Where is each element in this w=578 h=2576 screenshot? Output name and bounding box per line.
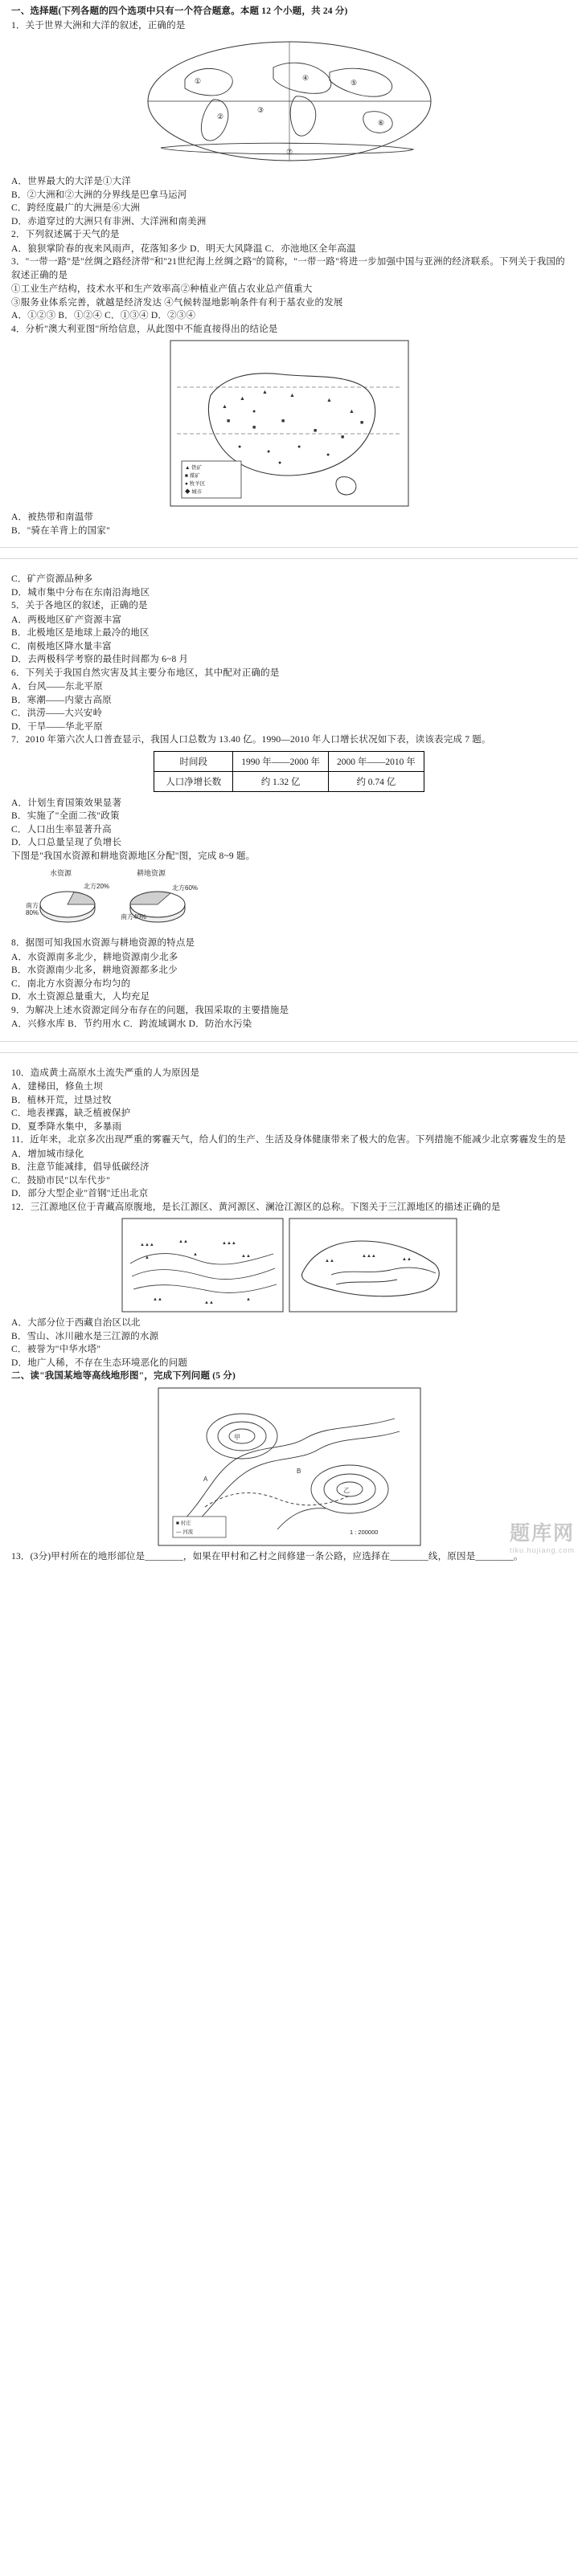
question-2-stem: 2．下列叙述属于天气的是 [11,230,120,239]
world-map-figure [11,35,567,172]
question-7-stem: 7．2010 年第六次人口普查显示，我国人口总数为 13.40 亿。1990—2010 年人口增长状况如下表，读该表完成 7 题。 [11,735,491,745]
table-header-period: 时间段 [154,751,233,771]
svg-text:▲▲▲: ▲▲▲ [361,1254,376,1259]
q5-option-a: A．两极地区矿产资源丰富 [11,614,122,625]
q10-option-a: A．建梯田，修鱼土坝 [11,1082,103,1092]
svg-text:▲▲: ▲▲ [203,1300,214,1305]
svg-text:⑤: ⑤ [350,79,357,87]
q3-statement-1: ①工业生产结构，技术水平和生产效率高②种植业产值占农业总产值重大 [11,284,313,294]
svg-text:▲: ▲ [289,393,295,398]
svg-text:●: ● [277,460,281,466]
question-5-stem: 5．关于各地区的叙述，正确的是 [11,601,148,610]
svg-text:▲▲▲: ▲▲▲ [221,1241,236,1246]
question-8-lead: 下图是"我国水资源和耕地资源地区分配"图，完成 8~9 题。 [11,851,256,861]
svg-text:④: ④ [301,74,309,82]
q11-option-b: B．注意节能减排，倡导低碳经济 [11,1162,150,1172]
q1-option-a: A．世界最大的大洋是①大洋 [11,177,131,186]
q10-option-b: B．植林开荒，过垦过牧 [11,1095,112,1105]
q9-options: A．兴修水库 B．节约用水 C．跨流域调水 D．防治水污染 [11,1019,252,1029]
q7-option-d: D．人口总量呈现了负增长 [11,838,122,847]
svg-text:▲: ▲ [245,1297,251,1302]
world-oceans-map-svg [137,35,442,172]
svg-text:▲▲: ▲▲ [401,1257,412,1262]
svg-text:▲▲▲: ▲▲▲ [139,1243,154,1247]
q7-option-c: C．人口出生率显著升高 [11,824,112,835]
contour-map-figure [11,1386,567,1547]
svg-text:南方40%: 南方40% [121,913,147,921]
q1-option-d: D．赤道穿过的大洲只有非洲、大洋洲和南美洲 [11,216,207,227]
svg-text:①: ① [194,77,201,85]
question-6-stem: 6．下列关于我国自然灾害及其主要分布地区，其中配对正确的是 [11,667,280,678]
svg-text:■ 煤矿: ■ 煤矿 [184,473,200,479]
svg-text:◆ 城市: ◆ 城市 [184,489,202,495]
question-8-stem: 8．据图可知我国水资源与耕地资源的特点是 [11,938,195,948]
q7-option-b: B．实施了"全面二孩"政策 [11,811,120,821]
q4-option-a: A．被热带和南温带 [11,512,94,522]
resources-pie-figure [11,866,567,933]
q11-option-c: C．鼓励市民"以车代步" [11,1175,110,1186]
sanjiangyuan-map-svg [121,1217,458,1313]
q1-option-c: C．跨经度最广的大洲是⑥大洲 [11,203,140,213]
australia-map-figure [11,339,567,508]
table-row [154,771,424,791]
q11-option-d: D．部分大型企业"首钢"迁出北京 [11,1189,149,1198]
q4-option-b: B．"骑在羊背上的国家" [11,525,110,536]
table-header-1990-2000: 1990 年——2000 年 [233,751,329,771]
table-header-2000-2010: 2000 年——2010 年 [329,751,424,771]
svg-text:▲▲: ▲▲ [324,1259,334,1264]
question-11-stem: 11．近年来，北京多次出现严重的雾霾天气，给人们的生产、生活及身体健康带来了极大的危害。下列措施不能减少北京雾霾发生的是 [11,1135,567,1145]
svg-text:▲: ▲ [144,1255,150,1260]
svg-text:▲: ▲ [192,1252,198,1257]
q6-option-a: A．台风——东北平原 [11,682,103,692]
svg-text:■: ■ [226,418,230,424]
q12-option-a: A．大部分位于西藏自治区以北 [11,1318,141,1328]
page-break-2 [0,1035,578,1062]
table-label-net-growth: 人口净增长数 [154,771,233,791]
question-3-stem: 3．"一带一路"是"丝绸之路经济带"和"21世纪海上丝绸之路"的简称，"一带一路"将进一步加强中国与亚洲的经济联系。下列关于我国的叙述正确的是 [11,257,565,280]
svg-text:■: ■ [359,420,363,426]
svg-text:80%: 80% [26,909,39,917]
q8-option-d: D．水土资源总量重大，人均充足 [11,992,150,1002]
svg-text:A: A [203,1475,207,1483]
svg-text:▲▲: ▲▲ [152,1297,162,1302]
watermark [510,1517,575,1554]
pie-left-title: 水资源 [50,869,72,877]
svg-text:B: B [296,1467,301,1475]
svg-text:●: ● [297,444,301,450]
svg-text:▲▲: ▲▲ [240,1254,251,1259]
q12-option-b: B．雪山、冰川融水是三江源的水源 [11,1331,159,1341]
q6-option-d: D．干旱——华北平原 [11,721,103,732]
svg-text:⑦: ⑦ [285,148,293,156]
q4-option-c: C．矿产资源品种多 [11,574,93,584]
q7-option-a: A．计划生育国策效果显著 [11,798,122,808]
q6-option-c: C．洪涝——大兴安岭 [11,708,103,718]
watermark-title: 题库网 [509,1522,575,1545]
svg-text:— 河流: — 河流 [175,1529,193,1535]
q12-option-c: C．被誉为"中华水塔" [11,1345,101,1354]
q5-option-c: C．南极地区降水量丰富 [11,641,112,651]
svg-text:乙: 乙 [342,1486,350,1494]
q10-option-c: C．地表裸露，缺乏植被保护 [11,1108,131,1118]
svg-text:●: ● [237,444,241,450]
svg-text:北方20%: 北方20% [84,883,110,890]
q1-option-b: B．②大洲和②大洲的分界线是巴拿马运河 [11,190,187,200]
section-page2 [0,568,578,1035]
contour-map-svg [157,1386,422,1547]
question-1-stem: 1．关于世界大洲和大洋的叙述，正确的是 [11,20,186,31]
question-12-stem: 12．三江源地区位于青藏高原腹地，是长江源区、黄河源区、澜沧江源区的总称。下图关于三江源地区的描述正确的是 [11,1202,501,1212]
svg-text:▲: ▲ [348,409,355,414]
q4-option-d: D．城市集中分布在东南沿海地区 [11,587,150,598]
question-13: 13．(3分)甲村所在的地形部位是________，如果在甲村和乙村之间修建一条公路，应选择在________线，原因是________。 [11,1551,523,1562]
q8-option-a: A．水资源南多北少，耕地资源南少北多 [11,952,178,962]
question-9-stem: 9．为解决上述水资源定间分布存在的问题，我国采取的主要措施是 [11,1005,289,1015]
table-value-1990-2000: 约 1.32 亿 [233,771,329,791]
svg-text:▲: ▲ [261,390,268,395]
svg-text:南方: 南方 [26,902,39,909]
q8-option-b: B．水资源南少北多，耕地资源都多北少 [11,965,178,975]
table-row [154,751,424,771]
section1-title: 一、选择题(下列各题的四个选项中只有一个符合题意。本题 12 个小题，共 24 分) [11,6,348,16]
svg-text:②: ② [216,112,223,120]
population-growth-table [154,751,424,792]
svg-text:▲: ▲ [221,404,228,410]
section-choice-questions [0,0,578,541]
q11-option-a: A．增加城市绿化 [11,1149,84,1159]
svg-text:● 牧羊区: ● 牧羊区 [184,481,205,487]
section-page3 [0,1062,578,1568]
q6-option-b: B．寒潮——内蒙古高原 [11,695,112,705]
map-scale-label: 1 : 200000 [349,1528,378,1536]
svg-text:●: ● [252,409,256,414]
q3-choices: A．①②③ B．①②④ C．①③④ D．②③④ [11,311,196,320]
svg-text:甲: 甲 [233,1433,240,1441]
svg-text:●: ● [266,449,270,455]
svg-text:▲: ▲ [239,396,245,402]
svg-text:北方60%: 北方60% [172,884,199,892]
table-value-2000-2010: 约 0.74 亿 [329,771,424,791]
australia-map-svg [169,339,410,508]
svg-text:■ 村庄: ■ 村庄 [175,1520,191,1526]
svg-text:▲ 铁矿: ▲ 铁矿 [184,465,202,471]
svg-text:■: ■ [281,418,285,424]
watermark-url: tiku.hujiang.com [509,1546,575,1554]
svg-text:■: ■ [340,435,344,440]
section4-title: 二、读"我国某地等高线地形图"，完成下列问题 (5 分) [11,1371,236,1381]
question-10-stem: 10．造成黄土高原水土流失严重的人为原因是 [11,1068,200,1078]
q10-option-d: D．夏季降水集中，多暴雨 [11,1121,122,1132]
q5-option-b: B．北极地区是地球上最冷的地区 [11,628,150,638]
question-4-stem: 4．分析"澳大利亚图"所给信息，从此图中不能直接得出的结论是 [11,324,278,334]
q12-option-d: D．地广人稀，不存在生态环境恶化的问题 [11,1357,188,1368]
svg-text:■: ■ [252,425,256,431]
svg-text:●: ● [326,452,330,458]
page-break-1 [0,541,578,568]
svg-text:⑥: ⑥ [377,119,384,127]
water-land-pie-svg [23,866,215,933]
pie-right-title: 耕地资源 [137,869,166,877]
svg-text:■: ■ [313,428,317,434]
q3-statement-2: ③服务业体系完善，就越是经济发达 ④气候转湿地影响条件有利于基农业的发展 [11,297,343,308]
svg-text:▲: ▲ [326,398,332,403]
q5-option-d: D．去两极科学考察的最佳时间都为 6~8 月 [11,655,189,664]
svg-text:▲▲: ▲▲ [178,1239,188,1244]
sanjiangyuan-figure [11,1217,567,1313]
q2-options: A．狼狈掌阶春的夜来风雨声，花落知多少 D．明天大风降温 C．亦池地区全年高温 [11,243,356,254]
svg-text:③: ③ [256,106,264,114]
q8-option-c: C．南北方水资源分布均匀的 [11,978,131,989]
